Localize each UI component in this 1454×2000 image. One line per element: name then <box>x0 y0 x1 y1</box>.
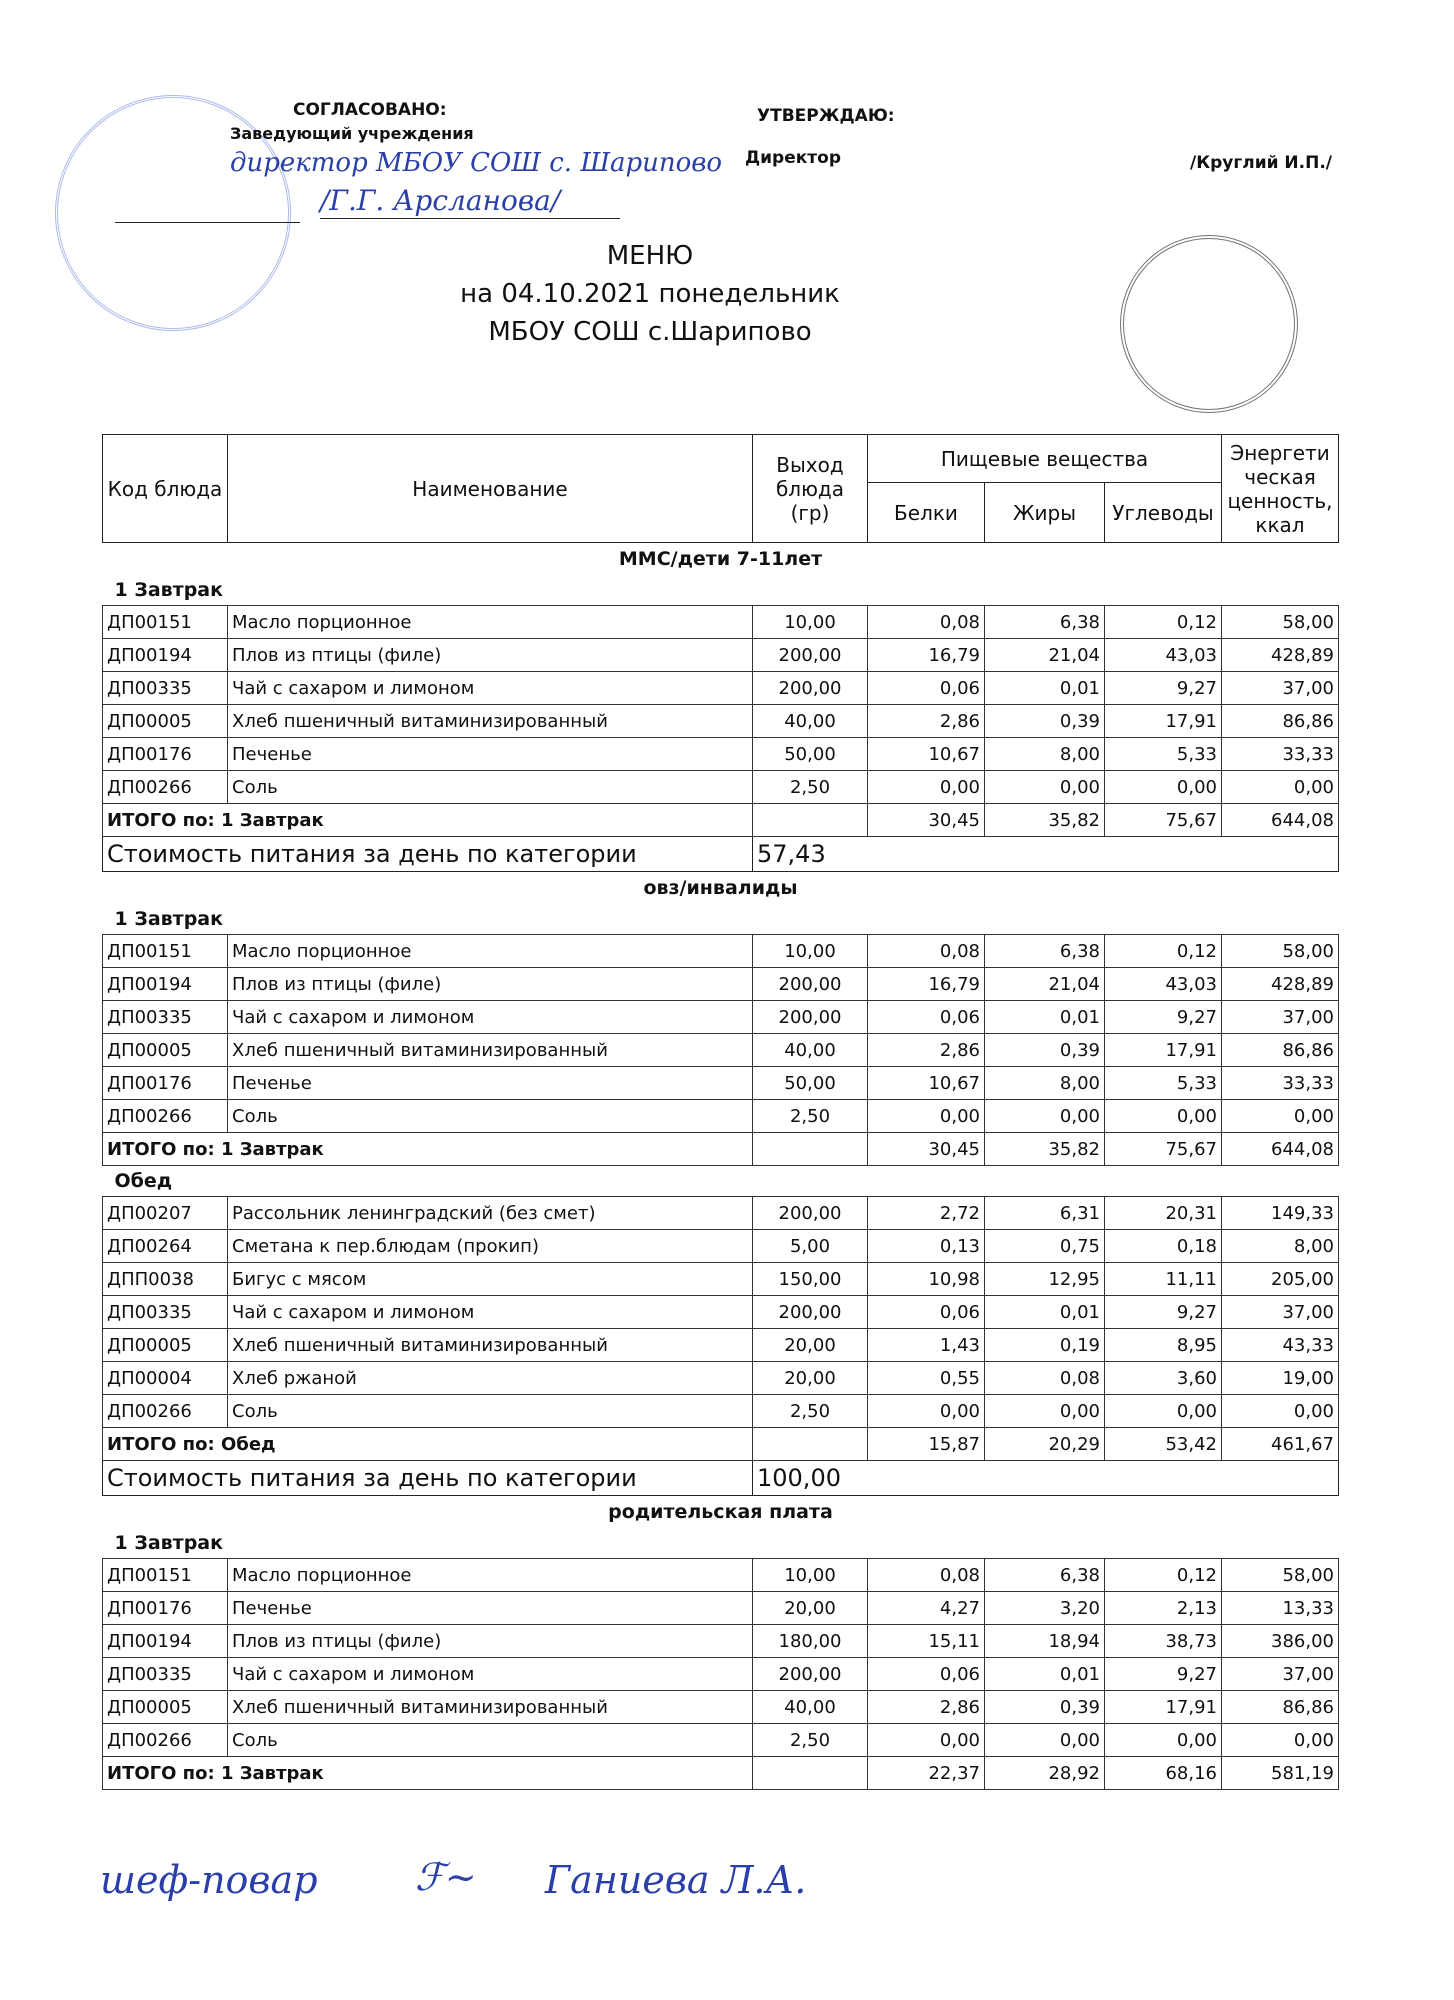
cost-label: Стоимость питания за день по категории <box>103 1461 753 1496</box>
dish-name: Плов из птицы (филе) <box>228 968 753 1001</box>
header-code: Код блюда <box>103 435 228 543</box>
dish-code: ДП00176 <box>103 1067 228 1100</box>
menu-table-wrapper <box>102 434 1338 1790</box>
dish-code: ДПП0038 <box>103 1263 228 1296</box>
dish-yield: 200,00 <box>753 639 868 672</box>
dish-code: ДП00176 <box>103 1592 228 1625</box>
approve-position: Директор <box>745 148 841 168</box>
dish-fat: 0,19 <box>985 1329 1105 1362</box>
dish-code: ДП00151 <box>103 1559 228 1592</box>
header-protein: Белки <box>868 483 985 543</box>
table-row <box>103 1592 1339 1625</box>
dish-protein: 0,13 <box>868 1230 985 1263</box>
dish-energy: 33,33 <box>1222 738 1339 771</box>
dish-yield: 50,00 <box>753 1067 868 1100</box>
dish-protein: 0,08 <box>868 1559 985 1592</box>
table-row <box>103 738 1339 771</box>
total-fat: 28,92 <box>985 1757 1105 1790</box>
total-yield <box>753 1133 868 1166</box>
total-energy: 644,08 <box>1222 804 1339 837</box>
dish-energy: 33,33 <box>1222 1067 1339 1100</box>
dish-fat: 0,00 <box>985 1100 1105 1133</box>
dish-protein: 1,43 <box>868 1329 985 1362</box>
dish-carbs: 0,00 <box>1105 1100 1222 1133</box>
dish-name: Плов из птицы (филе) <box>228 639 753 672</box>
table-row <box>103 705 1339 738</box>
dish-name: Хлеб пшеничный витаминизированный <box>228 1329 753 1362</box>
dish-fat: 0,39 <box>985 1691 1105 1724</box>
dish-code: ДП00266 <box>103 1100 228 1133</box>
table-row <box>103 1559 1339 1592</box>
dish-yield: 200,00 <box>753 1658 868 1691</box>
dish-name: Соль <box>228 1395 753 1428</box>
dish-yield: 50,00 <box>753 738 868 771</box>
total-yield <box>753 804 868 837</box>
dish-name: Плов из птицы (филе) <box>228 1625 753 1658</box>
dish-protein: 2,86 <box>868 1034 985 1067</box>
dish-name: Хлеб пшеничный витаминизированный <box>228 705 753 738</box>
dish-yield: 2,50 <box>753 1724 868 1757</box>
dish-energy: 86,86 <box>1222 1034 1339 1067</box>
dish-yield: 2,50 <box>753 771 868 804</box>
dish-code: ДП00335 <box>103 1658 228 1691</box>
approve-name: /Круглий И.П./ <box>1190 153 1333 173</box>
dish-yield: 10,00 <box>753 1559 868 1592</box>
dish-yield: 10,00 <box>753 606 868 639</box>
dish-name: Чай с сахаром и лимоном <box>228 1296 753 1329</box>
dish-code: ДП00335 <box>103 672 228 705</box>
dish-protein: 2,86 <box>868 705 985 738</box>
table-row <box>103 1034 1339 1067</box>
dish-energy: 37,00 <box>1222 1296 1339 1329</box>
total-yield <box>753 1428 868 1461</box>
dish-fat: 3,20 <box>985 1592 1105 1625</box>
dish-fat: 0,01 <box>985 1001 1105 1034</box>
dish-energy: 0,00 <box>1222 1100 1339 1133</box>
meal-title: 1 Завтрак <box>114 579 224 601</box>
table-row <box>103 1658 1339 1691</box>
dish-protein: 10,67 <box>868 738 985 771</box>
table-row <box>103 1329 1339 1362</box>
signature-line <box>115 222 300 223</box>
dish-energy: 37,00 <box>1222 1658 1339 1691</box>
section-title: родительская плата <box>608 1501 833 1523</box>
meal-row <box>103 904 1339 935</box>
dish-yield: 40,00 <box>753 1691 868 1724</box>
dish-yield: 20,00 <box>753 1362 868 1395</box>
section-title: овз/инвалиды <box>643 877 798 899</box>
dish-yield: 2,50 <box>753 1395 868 1428</box>
dish-energy: 149,33 <box>1222 1197 1339 1230</box>
dish-protein: 0,00 <box>868 1724 985 1757</box>
dish-protein: 16,79 <box>868 968 985 1001</box>
dish-code: ДП00004 <box>103 1362 228 1395</box>
menu-table <box>102 434 1339 1790</box>
header-yield: Выход блюда (гр) <box>753 435 868 543</box>
total-energy: 581,19 <box>1222 1757 1339 1790</box>
dish-fat: 0,00 <box>985 1395 1105 1428</box>
dish-name: Печенье <box>228 738 753 771</box>
dish-code: ДП00005 <box>103 1034 228 1067</box>
dish-name: Чай с сахаром и лимоном <box>228 672 753 705</box>
dish-energy: 386,00 <box>1222 1625 1339 1658</box>
dish-energy: 428,89 <box>1222 639 1339 672</box>
dish-energy: 0,00 <box>1222 771 1339 804</box>
dish-yield: 40,00 <box>753 705 868 738</box>
table-row <box>103 1395 1339 1428</box>
dish-carbs: 0,00 <box>1105 1395 1222 1428</box>
dish-code: ДП00335 <box>103 1001 228 1034</box>
dish-protein: 0,00 <box>868 1100 985 1133</box>
table-row <box>103 606 1339 639</box>
cost-row <box>103 1461 1339 1496</box>
cost-label: Стоимость питания за день по категории <box>103 837 753 872</box>
total-label: ИТОГО по: 1 Завтрак <box>103 1133 753 1166</box>
total-fat: 35,82 <box>985 1133 1105 1166</box>
dish-code: ДП00266 <box>103 1724 228 1757</box>
dish-carbs: 38,73 <box>1105 1625 1222 1658</box>
table-row <box>103 1001 1339 1034</box>
header-nutrients: Пищевые вещества <box>868 435 1222 483</box>
dish-energy: 19,00 <box>1222 1362 1339 1395</box>
dish-yield: 200,00 <box>753 1296 868 1329</box>
dish-carbs: 0,12 <box>1105 935 1222 968</box>
dish-fat: 18,94 <box>985 1625 1105 1658</box>
dish-code: ДП00151 <box>103 606 228 639</box>
dish-yield: 200,00 <box>753 672 868 705</box>
table-row <box>103 1067 1339 1100</box>
total-carbs: 53,42 <box>1105 1428 1222 1461</box>
table-row <box>103 639 1339 672</box>
total-fat: 35,82 <box>985 804 1105 837</box>
dish-name: Печенье <box>228 1067 753 1100</box>
meal-row <box>103 575 1339 606</box>
dish-protein: 0,06 <box>868 1001 985 1034</box>
dish-carbs: 5,33 <box>1105 738 1222 771</box>
total-row <box>103 1757 1339 1790</box>
dish-energy: 428,89 <box>1222 968 1339 1001</box>
dish-name: Масло порционное <box>228 1559 753 1592</box>
total-fat: 20,29 <box>985 1428 1105 1461</box>
dish-fat: 0,01 <box>985 1658 1105 1691</box>
dish-yield: 40,00 <box>753 1034 868 1067</box>
dish-name: Масло порционное <box>228 606 753 639</box>
dish-protein: 0,55 <box>868 1362 985 1395</box>
table-row <box>103 1263 1339 1296</box>
dish-name: Рассольник ленинградский (без смет) <box>228 1197 753 1230</box>
dish-protein: 0,00 <box>868 1395 985 1428</box>
dish-name: Печенье <box>228 1592 753 1625</box>
total-carbs: 75,67 <box>1105 804 1222 837</box>
dish-name: Соль <box>228 1100 753 1133</box>
total-protein: 22,37 <box>868 1757 985 1790</box>
dish-fat: 21,04 <box>985 639 1105 672</box>
dish-code: ДП00005 <box>103 1691 228 1724</box>
section-row <box>103 1496 1339 1529</box>
dish-carbs: 5,33 <box>1105 1067 1222 1100</box>
dish-fat: 21,04 <box>985 968 1105 1001</box>
dish-carbs: 0,00 <box>1105 771 1222 804</box>
dish-carbs: 17,91 <box>1105 1691 1222 1724</box>
dish-energy: 58,00 <box>1222 935 1339 968</box>
page-title: МЕНЮ <box>606 241 694 271</box>
dish-fat: 6,38 <box>985 1559 1105 1592</box>
dish-carbs: 0,12 <box>1105 1559 1222 1592</box>
dish-energy: 205,00 <box>1222 1263 1339 1296</box>
dish-fat: 0,75 <box>985 1230 1105 1263</box>
dish-code: ДП00194 <box>103 639 228 672</box>
dish-yield: 20,00 <box>753 1329 868 1362</box>
total-row <box>103 1428 1339 1461</box>
agreed-signature: /Г.Г. Арсланова/ <box>320 184 620 219</box>
dish-protein: 16,79 <box>868 639 985 672</box>
dish-code: ДП00264 <box>103 1230 228 1263</box>
table-row <box>103 1100 1339 1133</box>
dish-name: Бигус с мясом <box>228 1263 753 1296</box>
agreed-position: Заведующий учреждения <box>230 124 474 143</box>
dish-protein: 0,08 <box>868 935 985 968</box>
total-energy: 644,08 <box>1222 1133 1339 1166</box>
total-label: ИТОГО по: 1 Завтрак <box>103 1757 753 1790</box>
dish-protein: 4,27 <box>868 1592 985 1625</box>
total-protein: 30,45 <box>868 804 985 837</box>
meal-title: Обед <box>114 1170 173 1192</box>
dish-yield: 10,00 <box>753 935 868 968</box>
meal-title: 1 Завтрак <box>114 908 224 930</box>
total-protein: 15,87 <box>868 1428 985 1461</box>
dish-fat: 0,00 <box>985 771 1105 804</box>
dish-protein: 15,11 <box>868 1625 985 1658</box>
dish-code: ДП00151 <box>103 935 228 968</box>
dish-fat: 0,00 <box>985 1724 1105 1757</box>
dish-code: ДП00005 <box>103 705 228 738</box>
dish-name: Масло порционное <box>228 935 753 968</box>
meal-row <box>103 1528 1339 1559</box>
section-row <box>103 543 1339 576</box>
total-carbs: 75,67 <box>1105 1133 1222 1166</box>
dish-fat: 6,38 <box>985 606 1105 639</box>
table-row <box>103 1197 1339 1230</box>
dish-fat: 12,95 <box>985 1263 1105 1296</box>
dish-code: ДП00207 <box>103 1197 228 1230</box>
dish-fat: 8,00 <box>985 1067 1105 1100</box>
meal-title: 1 Завтрак <box>114 1532 224 1554</box>
dish-code: ДП00176 <box>103 738 228 771</box>
dish-protein: 0,08 <box>868 606 985 639</box>
section-row <box>103 872 1339 905</box>
dish-code: ДП00194 <box>103 1625 228 1658</box>
total-carbs: 68,16 <box>1105 1757 1222 1790</box>
dish-carbs: 9,27 <box>1105 1001 1222 1034</box>
dish-fat: 0,01 <box>985 672 1105 705</box>
dish-energy: 13,33 <box>1222 1592 1339 1625</box>
dish-yield: 200,00 <box>753 968 868 1001</box>
dish-carbs: 17,91 <box>1105 1034 1222 1067</box>
dish-protein: 2,72 <box>868 1197 985 1230</box>
dish-protein: 10,98 <box>868 1263 985 1296</box>
dish-energy: 86,86 <box>1222 1691 1339 1724</box>
dish-carbs: 8,95 <box>1105 1329 1222 1362</box>
dish-carbs: 20,31 <box>1105 1197 1222 1230</box>
dish-carbs: 11,11 <box>1105 1263 1222 1296</box>
total-protein: 30,45 <box>868 1133 985 1166</box>
dish-protein: 0,06 <box>868 1296 985 1329</box>
dish-code: ДП00005 <box>103 1329 228 1362</box>
dish-carbs: 0,00 <box>1105 1724 1222 1757</box>
dish-carbs: 9,27 <box>1105 1296 1222 1329</box>
header-energy: Энергети ческая ценность, ккал <box>1222 435 1339 543</box>
dish-energy: 37,00 <box>1222 672 1339 705</box>
agreed-handwritten-note: директор МБОУ СОШ с. Шарипово <box>230 148 723 178</box>
dish-name: Хлеб пшеничный витаминизированный <box>228 1034 753 1067</box>
table-row <box>103 771 1339 804</box>
header-name: Наименование <box>228 435 753 543</box>
dish-protein: 2,86 <box>868 1691 985 1724</box>
dish-fat: 0,39 <box>985 705 1105 738</box>
dish-yield: 150,00 <box>753 1263 868 1296</box>
dish-code: ДП00266 <box>103 771 228 804</box>
table-row <box>103 1230 1339 1263</box>
dish-energy: 0,00 <box>1222 1724 1339 1757</box>
chef-name: Ганиева Л.А. <box>545 1858 807 1902</box>
table-row <box>103 672 1339 705</box>
menu-date: на 04.10.2021 понедельник <box>460 279 840 309</box>
school-name: МБОУ СОШ с.Шарипово <box>488 317 812 347</box>
cost-row <box>103 837 1339 872</box>
table-row <box>103 1296 1339 1329</box>
total-label: ИТОГО по: 1 Завтрак <box>103 804 753 837</box>
cost-value: 57,43 <box>753 837 1339 872</box>
dish-energy: 37,00 <box>1222 1001 1339 1034</box>
dish-name: Соль <box>228 771 753 804</box>
total-yield <box>753 1757 868 1790</box>
total-energy: 461,67 <box>1222 1428 1339 1461</box>
dish-yield: 200,00 <box>753 1001 868 1034</box>
dish-energy: 0,00 <box>1222 1395 1339 1428</box>
dish-carbs: 0,18 <box>1105 1230 1222 1263</box>
table-row <box>103 1724 1339 1757</box>
total-row <box>103 804 1339 837</box>
dish-code: ДП00266 <box>103 1395 228 1428</box>
dish-carbs: 3,60 <box>1105 1362 1222 1395</box>
dish-carbs: 43,03 <box>1105 639 1222 672</box>
table-row <box>103 1362 1339 1395</box>
dish-energy: 58,00 <box>1222 606 1339 639</box>
dish-yield: 2,50 <box>753 1100 868 1133</box>
dish-code: ДП00194 <box>103 968 228 1001</box>
cost-value: 100,00 <box>753 1461 1339 1496</box>
dish-protein: 10,67 <box>868 1067 985 1100</box>
table-row <box>103 1625 1339 1658</box>
dish-name: Хлеб пшеничный витаминизированный <box>228 1691 753 1724</box>
dish-fat: 0,08 <box>985 1362 1105 1395</box>
dish-name: Хлеб ржаной <box>228 1362 753 1395</box>
dish-fat: 6,31 <box>985 1197 1105 1230</box>
header-fat: Жиры <box>985 483 1105 543</box>
dish-name: Соль <box>228 1724 753 1757</box>
dish-carbs: 17,91 <box>1105 705 1222 738</box>
total-label: ИТОГО по: Обед <box>103 1428 753 1461</box>
dish-yield: 5,00 <box>753 1230 868 1263</box>
dish-carbs: 9,27 <box>1105 1658 1222 1691</box>
dish-protein: 0,06 <box>868 1658 985 1691</box>
dish-fat: 6,38 <box>985 935 1105 968</box>
dish-energy: 86,86 <box>1222 705 1339 738</box>
dish-energy: 43,33 <box>1222 1329 1339 1362</box>
table-row <box>103 935 1339 968</box>
dish-code: ДП00335 <box>103 1296 228 1329</box>
dish-protein: 0,00 <box>868 771 985 804</box>
dish-yield: 180,00 <box>753 1625 868 1658</box>
chef-signature-mark: ℱ~ <box>415 1855 477 1899</box>
dish-fat: 0,01 <box>985 1296 1105 1329</box>
approve-label: УТВЕРЖДАЮ: <box>757 106 895 126</box>
dish-name: Чай с сахаром и лимоном <box>228 1658 753 1691</box>
total-row <box>103 1133 1339 1166</box>
dish-name: Чай с сахаром и лимоном <box>228 1001 753 1034</box>
agreed-label: СОГЛАСОВАНО: <box>293 100 447 120</box>
dish-carbs: 43,03 <box>1105 968 1222 1001</box>
header-carbs: Углеводы <box>1105 483 1222 543</box>
dish-fat: 0,39 <box>985 1034 1105 1067</box>
dish-fat: 8,00 <box>985 738 1105 771</box>
dish-name: Сметана к пер.блюдам (прокип) <box>228 1230 753 1263</box>
dish-energy: 8,00 <box>1222 1230 1339 1263</box>
table-row <box>103 1691 1339 1724</box>
section-title: ММС/дети 7-11лет <box>618 548 823 570</box>
dish-protein: 0,06 <box>868 672 985 705</box>
dish-carbs: 2,13 <box>1105 1592 1222 1625</box>
dish-yield: 20,00 <box>753 1592 868 1625</box>
chef-signature-label: шеф-повар <box>100 1858 318 1902</box>
dish-carbs: 9,27 <box>1105 672 1222 705</box>
dish-yield: 200,00 <box>753 1197 868 1230</box>
dish-energy: 58,00 <box>1222 1559 1339 1592</box>
meal-row <box>103 1166 1339 1197</box>
table-row <box>103 968 1339 1001</box>
menu-table-body <box>103 543 1339 1790</box>
dish-carbs: 0,12 <box>1105 606 1222 639</box>
